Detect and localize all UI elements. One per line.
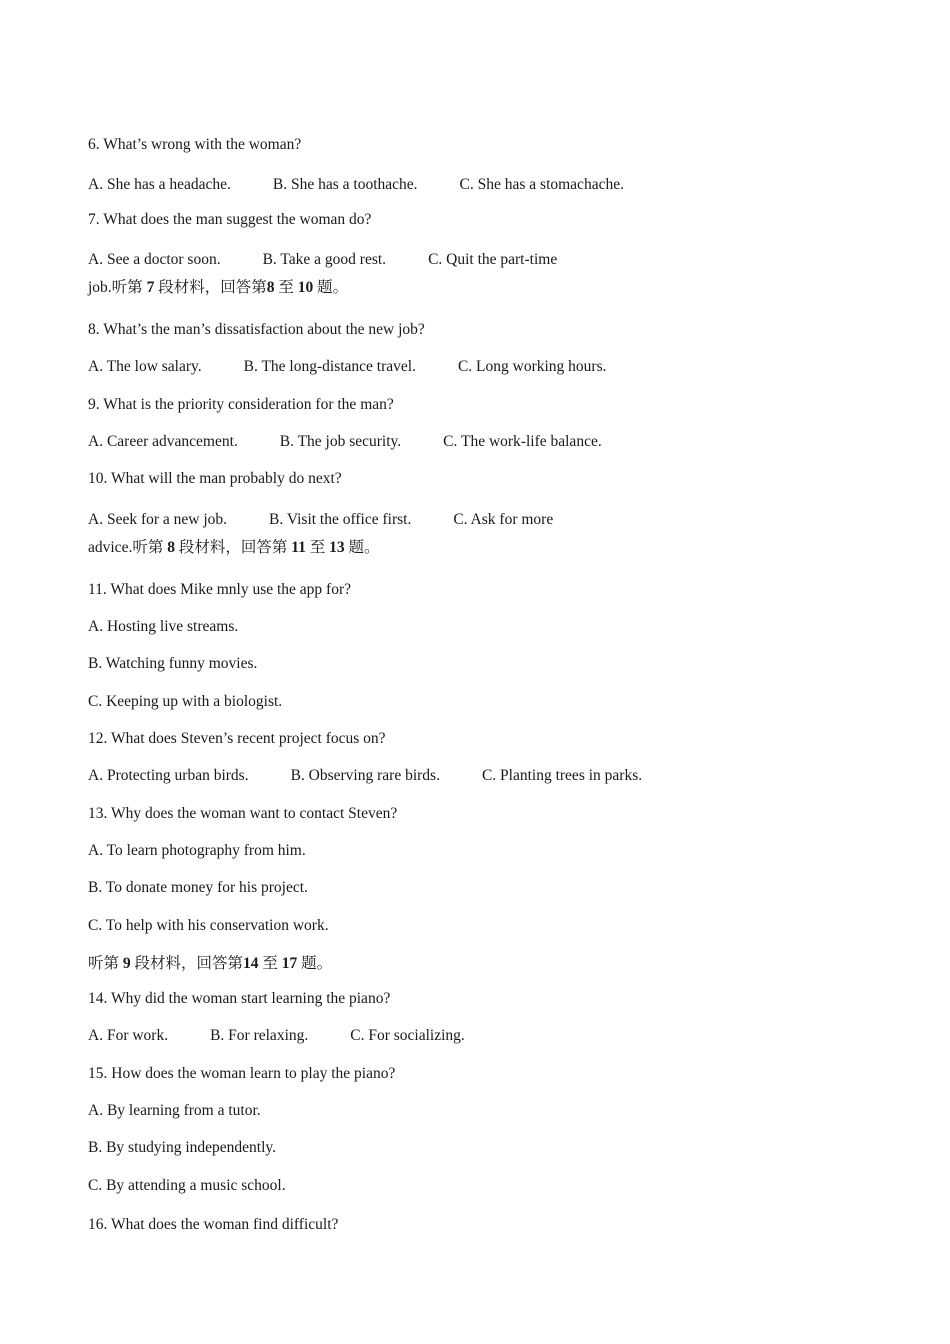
option-c: C. Ask for more xyxy=(453,511,554,528)
question-8: 8. What’s the man’s dissatisfaction about the new job? xyxy=(88,321,425,338)
option-c: C. By attending a music school. xyxy=(88,1177,286,1194)
option-b: B. She has a toothache. xyxy=(272,176,418,193)
option-b: B. By studying independently. xyxy=(88,1139,276,1156)
question-15: 15. How does the woman learn to play the piano? xyxy=(88,1065,396,1082)
option-c: C. Quit the part-time xyxy=(428,251,558,268)
option-a: A. Hosting live streams. xyxy=(88,618,239,635)
section-9-instruction: 听第 9 段材料，回答第14 至 17 题。 xyxy=(88,955,333,972)
option-a: A. By learning from a tutor. xyxy=(88,1102,261,1119)
option-a: A. To learn photography from him. xyxy=(88,842,306,859)
question-16: 16. What does the woman find difficult? xyxy=(88,1216,339,1233)
option-c: C. Keeping up with a biologist. xyxy=(88,693,283,710)
options-14 xyxy=(88,1026,465,1046)
option-c: C. The work-life balance. xyxy=(443,433,602,450)
option-a: A. Career advancement. xyxy=(88,433,238,450)
question-12: 12. What does Steven’s recent project focus on? xyxy=(88,730,386,747)
option-a: A. Protecting urban birds. xyxy=(88,767,249,784)
question-6: 6. What’s wrong with the woman? xyxy=(88,136,302,153)
question-7: 7. What does the man suggest the woman do? xyxy=(88,211,372,228)
option-c: C. Planting trees in parks. xyxy=(481,767,643,784)
option-b: B. The job security. xyxy=(279,433,402,450)
option-a: A. See a doctor soon. xyxy=(88,251,221,268)
option-b: B. Watching funny movies. xyxy=(88,655,258,672)
option-c: C. To help with his conservation work. xyxy=(88,917,329,934)
question-14: 14. Why did the woman start learning the piano? xyxy=(88,990,391,1007)
option-a: A. The low salary. xyxy=(88,358,202,375)
option-a: A. She has a headache. xyxy=(88,176,231,193)
option-b: B. To donate money for his project. xyxy=(88,879,308,896)
option-a: A. For work. xyxy=(88,1027,169,1044)
options-6 xyxy=(88,175,624,195)
options-10 xyxy=(88,510,553,530)
option-b: B. Take a good rest. xyxy=(262,251,387,268)
options-8 xyxy=(88,357,607,377)
option-c: C. For socializing. xyxy=(350,1027,465,1044)
option-b: B. For relaxing. xyxy=(210,1027,309,1044)
option-b: B. Observing rare birds. xyxy=(290,767,440,784)
question-10: 10. What will the man probably do next? xyxy=(88,470,342,487)
option-b: B. Visit the office first. xyxy=(269,511,412,528)
question-9: 9. What is the priority consideration for the man? xyxy=(88,396,394,413)
section-8-instruction: advice.听第 8 段材料，回答第 11 至 13 题。 xyxy=(88,539,380,556)
options-7 xyxy=(88,250,557,270)
section-7-instruction: job.听第 7 段材料，回答第8 至 10 题。 xyxy=(88,279,349,296)
option-c: C. She has a stomachache. xyxy=(459,176,624,193)
options-12 xyxy=(88,766,642,786)
question-13: 13. Why does the woman want to contact Steven? xyxy=(88,805,398,822)
option-a: A. Seek for a new job. xyxy=(88,511,228,528)
options-9 xyxy=(88,432,602,452)
question-11: 11. What does Mike mnly use the app for? xyxy=(88,581,352,598)
option-c: C. Long working hours. xyxy=(457,358,607,375)
option-b: B. The long-distance travel. xyxy=(243,358,416,375)
